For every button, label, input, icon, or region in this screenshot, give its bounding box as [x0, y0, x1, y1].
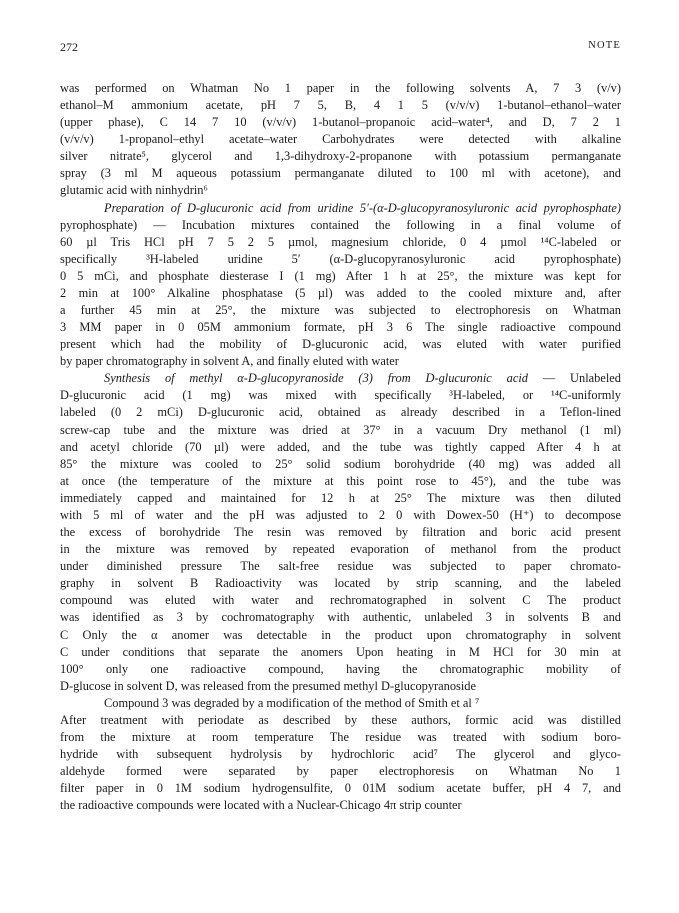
body-text [60, 80, 621, 814]
text-line: immediately capped and maintained for 12 h at 25° The mixture was then diluted [60, 490, 621, 505]
text-line: D-glucose in solvent D, was released from the presumed methyl D-glucopyranoside [60, 678, 477, 693]
section-heading-synthesis: Synthesis of methyl α-D-glucopyranoside (3) from D-glucuronic acid [104, 371, 528, 386]
text-line: spray (3 ml M aqueous potassium permanganate diluted to 100 ml with acetone), and [60, 166, 621, 181]
section-heading-preparation: Preparation of D-glucuronic acid from uridine 5′-(α-D-glucopyranosyluronic acid pyrophosphate) [104, 200, 621, 215]
text-line [60, 200, 621, 217]
text-line: was identified as 3 by cochromatography with authentic, unlabeled 3 in solvents B and [60, 610, 621, 625]
running-title: NOTE [588, 40, 621, 51]
text-line: screw-cap tube and the mixture was dried at 37° in a vacuum Dry methanol (1 ml) [60, 422, 621, 437]
running-head [60, 40, 621, 56]
page-number: 272 [60, 40, 78, 54]
text-line: the excess of borohydride The resin was removed by filtration and boric acid present [60, 525, 621, 540]
text-line: 100° only one radioactive compound, having the chromatographic mobility of [60, 661, 621, 676]
text-line: pyrophosphate) — Incubation mixtures contained the following in a final volume of [60, 217, 621, 232]
text-line: the radioactive compounds were located with a Nuclear-Chicago 4π strip counter [60, 798, 462, 813]
text-line: labeled (0 2 mCi) D-glucuronic acid, obtained as already described in a Teflon-lined [60, 405, 621, 420]
paragraph-degradation [60, 695, 621, 815]
text-line: 85° the mixture was cooled to 25° solid sodium borohydride (40 mg) was added all [60, 456, 621, 471]
text-line: ethanol–M ammonium acetate, pH 7 5, B, 4 1 5 (v/v/v) 1-butanol–ethanol–water [60, 98, 621, 113]
text-line: present which had the mobility of D-glucuronic acid, was eluted with water purified [60, 337, 621, 352]
text-line: 3 MM paper in 0 05M ammonium formate, pH 3 6 The single radioactive compound [60, 320, 621, 335]
paragraph-synthesis [60, 370, 621, 694]
text-line: (v/v/v) 1-propanol–ethyl acetate–water Carbohydrates were detected with alkaline [60, 132, 621, 147]
text-line: After treatment with periodate as described by these authors, formic acid was distilled [60, 712, 621, 727]
text-line: specifically ³H-labeled uridine 5′ (α-D-glucopyranosyluronic acid pyrophosphate) [60, 251, 621, 266]
text-line: aldehyde formed were separated by paper electrophoresis on Whatman No 1 [60, 764, 621, 779]
text-line: Compound 3 was degraded by a modification of the method of Smith et al ⁷ [104, 695, 480, 710]
text-line: a further 45 min at 25°, the mixture was subjected to electrophoresis on Whatman [60, 303, 621, 318]
text-line: graphy in solvent B Radioactivity was located by strip scanning, and the labeled [60, 576, 621, 591]
text-line: in the mixture was removed by repeated evaporation of methanol from the product [60, 542, 621, 557]
text-line: at once (the temperature of the mixture at this point rose to 45°), and the tube was [60, 473, 621, 488]
text-line: 0 5 mCi, and phosphate diesterase I (1 mg) After 1 h at 25°, the mixture was kept for [60, 268, 621, 283]
paragraph-continuation [60, 80, 621, 200]
text-line: C Only the α anomer was detectable in the product upon chromatography in solvent [60, 627, 621, 642]
text-line: D-glucuronic acid (1 mg) was mixed with specifically ³H-labeled, or ¹⁴C-uniformly [60, 388, 621, 403]
text-line: (upper phase), C 14 7 10 (v/v/v) 1-butanol–propanoic acid–water⁴, and D, 7 2 1 [60, 115, 621, 130]
text-line: 60 µl Tris HCl pH 7 5 2 5 µmol, magnesium chloride, 0 4 µmol ¹⁴C-labeled or [60, 234, 621, 249]
text-line: by paper chromatography in solvent A, and finally eluted with water [60, 354, 399, 369]
text-line: compound was eluted with water and rechromatographed in solvent C The product [60, 593, 621, 608]
paragraph-preparation [60, 200, 621, 371]
text-line: under diminished pressure The salt-free residue was subjected to paper chromato- [60, 559, 621, 574]
text-line: silver nitrate⁵, glycerol and 1,3-dihydroxy-2-propanone with potassium permanganate [60, 149, 621, 164]
text-line: from the mixture at room temperature The residue was treated with sodium boro- [60, 729, 621, 744]
text-line: and acetyl chloride (70 µl) were added, and the tube was tightly capped After 4 h at [60, 439, 621, 454]
text-line: C under conditions that separate the anomers Upon heating in M HCl for 30 min at [60, 644, 621, 659]
text-line: hydride with subsequent hydrolysis by hydrochloric acid⁷ The glycerol and glyco- [60, 747, 621, 762]
text-line: 2 min at 100° Alkaline phosphatase (5 µl) was added to the cooled mixture and, after [60, 285, 621, 300]
text-line: was performed on Whatman No 1 paper in the following solvents A, 7 3 (v/v) [60, 81, 621, 95]
text-line: Synthesis of methyl α-D-glucopyranoside (3) from D-glucuronic acid — Unlabeled [104, 371, 621, 386]
text-line: with 5 ml of water and the pH was adjusted to 2 0 with Dowex-50 (H⁺) to decompose [60, 507, 621, 522]
text-line: glutamic acid with ninhydrin⁶ [60, 183, 208, 198]
text-line: filter paper in 0 1M sodium hydrogensulfite, 0 01M sodium acetate buffer, pH 4 7, and [60, 781, 621, 796]
